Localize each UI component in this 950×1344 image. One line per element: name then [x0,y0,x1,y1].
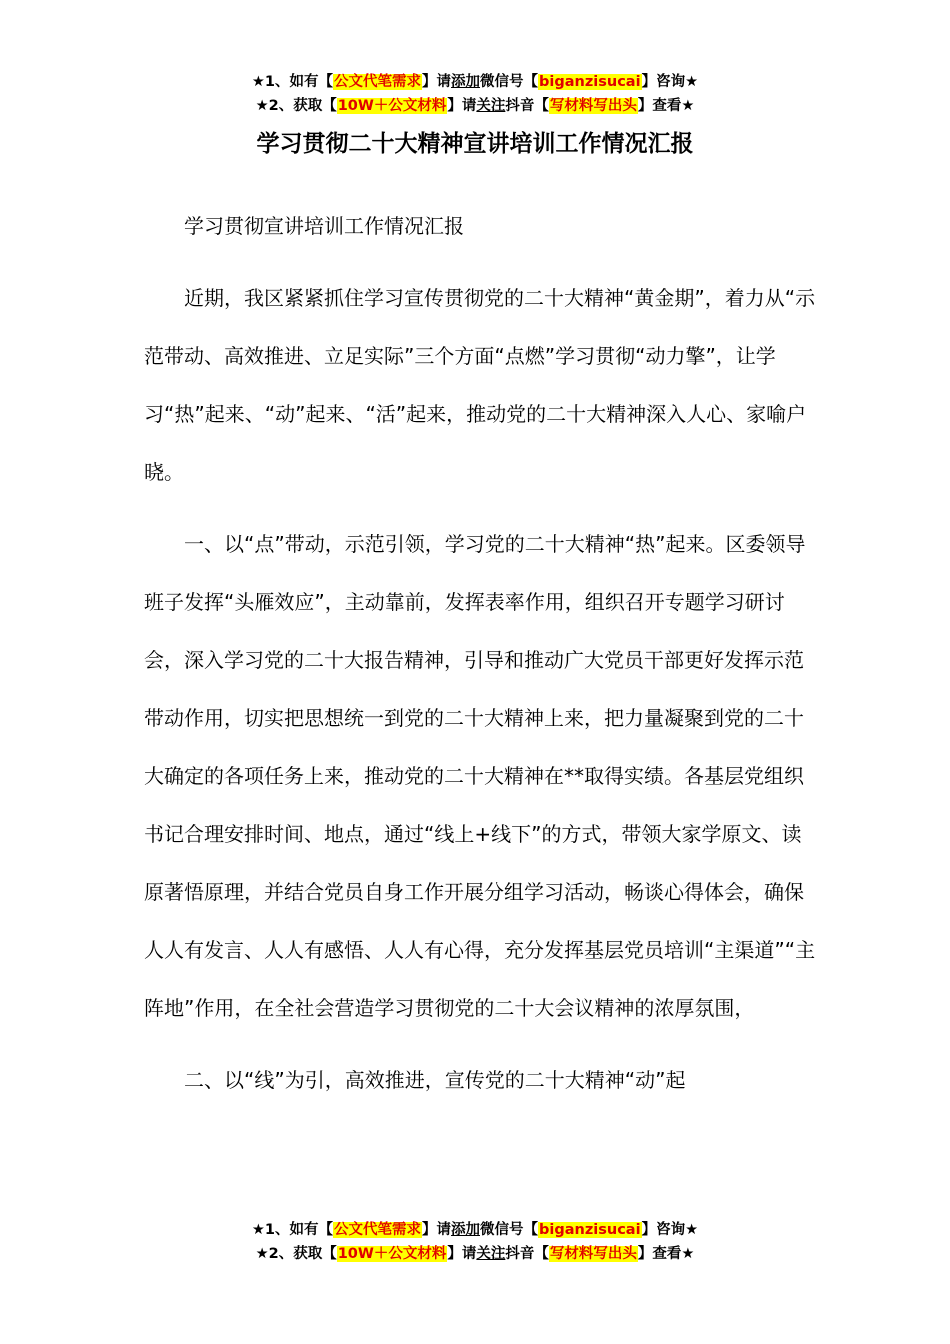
banner-text: ★1、如有【 [251,1222,334,1238]
paragraph-section-1: 一、以“点”带动，示范引领，学习党的二十大精神“热”起来。区委领导班子发挥“头雁效应”，主动靠前，发挥表率作用，组织召开专题学习研讨会，深入学习党的二十大报告精神，引导和推动广大党员干部更好发挥示范带动作用，切实把思想统一到党的二十大精神上来，把力量凝聚到党的二十大确定的各项任务上来，推动党的二十大精神在**取得实绩。各基层党组织书记合理安排时间、地点，通过“线上+线下”的方式，带领大家学原文、读原著悟原理，并结合党员自身工作开展分组学习活动，畅谈心得体会，确保人人有发言、人人有感悟、人人有心得，充分发挥基层党员培训“主渠道”“主阵地”作用，在全社会营造学习贯彻党的二十大会议精神的浓厚氛围， [144,532,816,1020]
banner-text: 微信号【 [480,74,539,90]
banner-text: 】请 [422,1222,452,1238]
banner-highlight: 10W＋公文材料 [337,1246,447,1262]
banner-highlight: biganzisucai [539,74,641,90]
banner-underline: 添加 [451,1222,481,1238]
paragraph-intro: 近期，我区紧紧抓住学习宣传贯彻党的二十大精神“黄金期”，着力从“示范带动、高效推进、立足实际”三个方面“点燃”学习贯彻“动力擎”，让学习“热”起来、“动”起来、“活”起来，推动党的二十大精神深入人心、家喻户晓。 [144,286,816,484]
document-body [144,197,820,1109]
banner-text: 抖音【 [505,1246,549,1262]
banner-text: 】请 [447,1246,477,1262]
banner-text: 】咨询★ [641,1222,699,1238]
banner-text: 】请 [447,98,477,114]
banner-text: 微信号【 [480,1222,539,1238]
banner-underline: 关注 [476,1246,506,1262]
banner-line-2 [0,94,950,118]
banner-highlight: 10W＋公文材料 [337,98,447,114]
banner-text: 】查看★ [637,98,695,114]
banner-line-2 [0,1242,950,1266]
banner-text: 】查看★ [637,1246,695,1262]
banner-highlight: biganzisucai [539,1222,641,1238]
banner-line-1 [0,70,950,94]
header-banner [0,70,950,118]
banner-underline: 添加 [451,74,481,90]
banner-highlight: 公文代笔需求 [334,74,422,90]
banner-text: ★1、如有【 [251,74,334,90]
banner-line-1 [0,1218,950,1242]
document-title: 学习贯彻二十大精神宣讲培训工作情况汇报 [256,131,694,157]
paragraph-section-2: 二、以“线”为引，高效推进，宣传党的二十大精神“动”起 [184,1068,686,1092]
banner-text: ★2、获取【 [255,1246,337,1262]
banner-highlight: 公文代笔需求 [334,1222,422,1238]
banner-text: ★2、获取【 [255,98,337,114]
banner-highlight: 写材料写出头 [549,1246,637,1262]
banner-text: 】请 [422,74,452,90]
banner-text: 】咨询★ [641,74,699,90]
document-subtitle: 学习贯彻宣讲培训工作情况汇报 [184,214,464,238]
banner-text: 抖音【 [505,98,549,114]
banner-underline: 关注 [476,98,506,114]
banner-highlight: 写材料写出头 [549,98,637,114]
footer-banner [0,1218,950,1266]
